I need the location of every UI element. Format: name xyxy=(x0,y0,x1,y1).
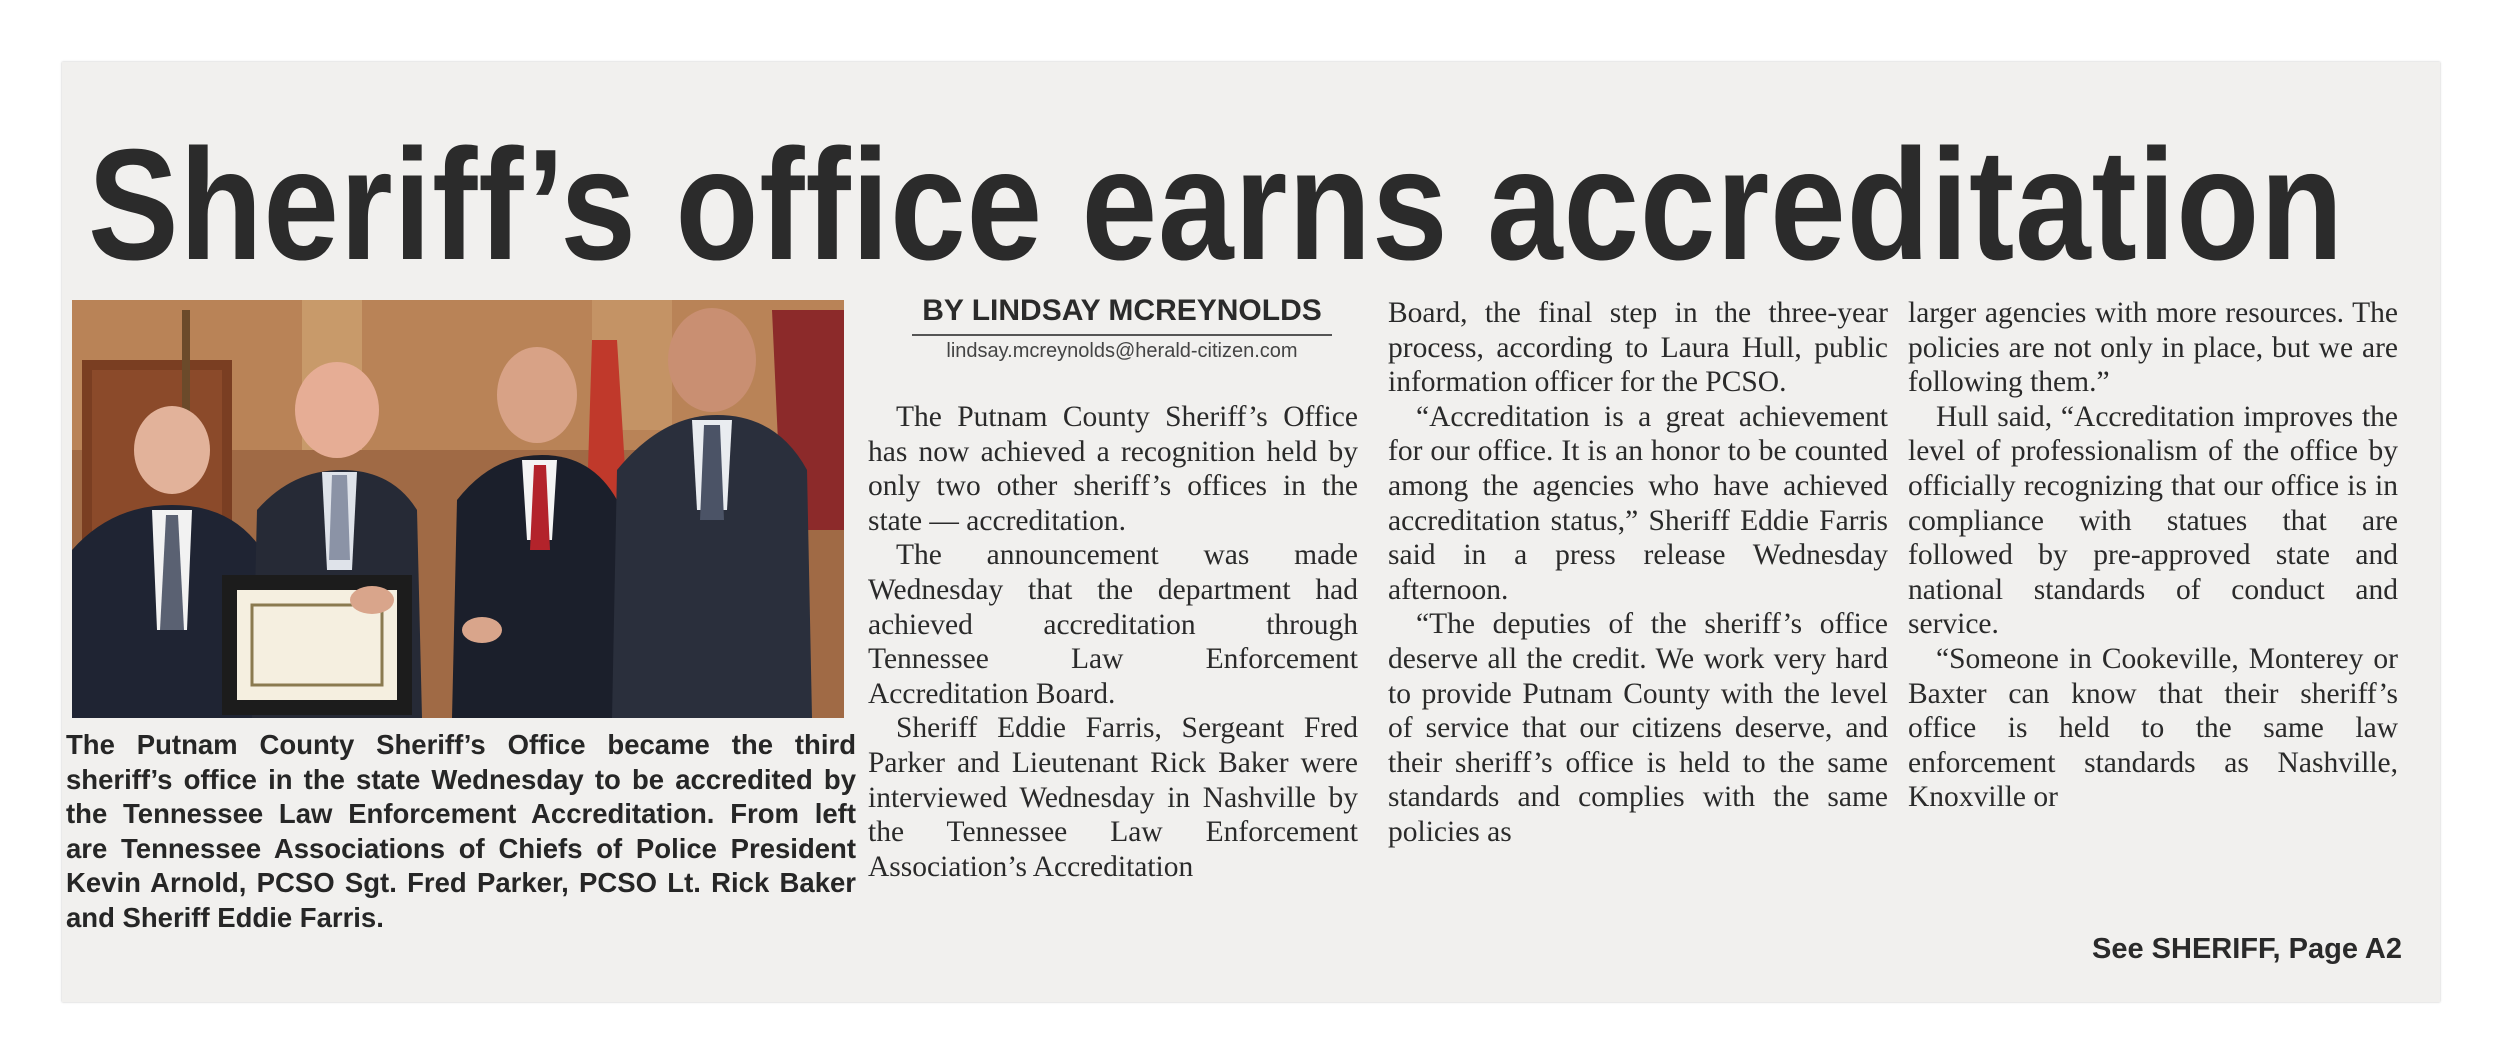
article-column-2 xyxy=(1388,296,1888,850)
continued-on-link: See SHERIFF, Page A2 xyxy=(2092,933,2402,965)
byline-email: lindsay.mcreynolds@herald-citizen.com xyxy=(912,334,1332,366)
article-column-3 xyxy=(1908,296,2398,815)
headline: Sheriff’s office earns accreditation xyxy=(88,117,2344,293)
byline-author: BY LINDSAY MCREYNOLDS xyxy=(922,294,1322,327)
paragraph: “Accreditation is a great achievement for our office. It is an honor to be counted among the agencies who have achieved accreditation status,” Sheriff Eddie Farris said in a press release Wednesday afternoon. xyxy=(1388,400,1888,606)
paragraph: Sheriff Eddie Farris, Sergeant Fred Parker and Lieutenant Rick Baker were interviewed Wednesday in Nashville by the Tennessee Law Enforcement Association’s Accreditation xyxy=(868,712,1358,883)
paragraph: “The deputies of the sheriff’s office deserve all the credit. We work very hard to provide Putnam County with the level of service that our citizens deserve, and their sheriff’s office is held to the same standards and complies with the same policies as xyxy=(1388,608,1888,848)
paragraph: The announcement was made Wednesday that the department had achieved accreditation through Tennessee Law Enforcement Accreditation Board. xyxy=(868,539,1358,710)
paragraph: “Someone in Cookeville, Monterey or Baxter can know that their sheriff’s office is held to the same law enforcement standards as Nashville, Knoxville or xyxy=(1908,642,2398,814)
paragraph: larger agencies with more resources. The policies are not only in place, but we are following them.” xyxy=(1908,297,2398,399)
photo-illustration xyxy=(72,300,844,718)
article-column-1 xyxy=(868,400,1358,884)
paragraph: Hull said, “Accreditation improves the level of professionalism of the office by officially recognizing that our office is in compliance with statues that are followed by pre-approved state and national standards of conduct and service. xyxy=(1908,400,2398,641)
article-photo xyxy=(72,300,844,718)
photo-caption: The Putnam County Sheriff’s Office became the third sheriff’s office in the state Wednesday to be accredited by the Tennessee Law Enforcement Accreditation. From left are Tennessee Associations of Chiefs of Police President Kevin Arnold, PCSO Sgt. Fred Parker, PCSO Lt. Rick Baker and Sheriff Eddie Farris. xyxy=(66,729,856,933)
paragraph: Board, the final step in the three-year process, according to Laura Hull, public information officer for the PCSO. xyxy=(1388,297,1888,399)
paragraph: The Putnam County Sheriff’s Office has now achieved a recognition held by only two other sheriff’s offices in the state — accreditation. xyxy=(868,401,1358,537)
